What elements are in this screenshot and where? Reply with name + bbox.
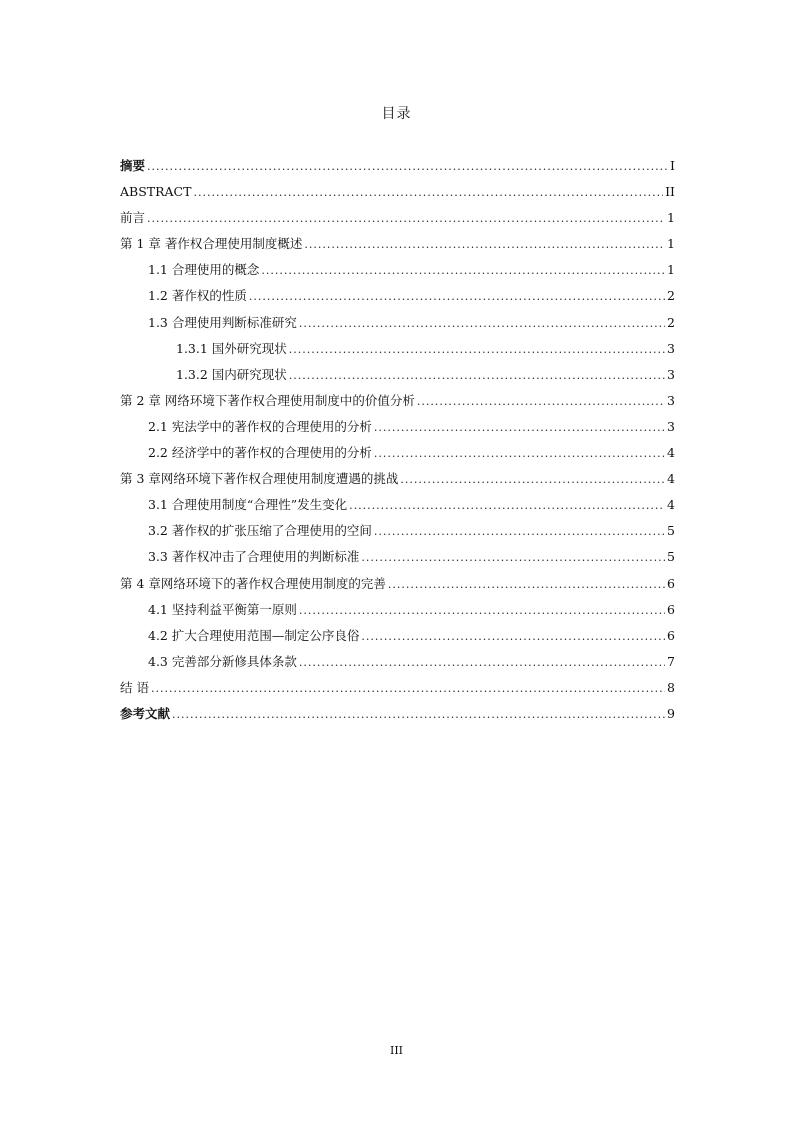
toc-entry-page: II xyxy=(665,184,675,200)
toc-entry-title: 摘要 xyxy=(120,158,146,173)
toc-entry-page: 3 xyxy=(667,392,675,408)
dot-leader xyxy=(299,314,665,334)
toc-entry-page: 3 xyxy=(667,418,675,434)
dot-leader xyxy=(193,183,663,203)
footer-page-number: III xyxy=(389,1044,404,1057)
dot-leader xyxy=(147,209,665,229)
toc-entry-page: 3 xyxy=(667,340,675,356)
toc-entry-page: 9 xyxy=(667,705,675,721)
toc-entry-title: 1.3.1 国外研究现状 xyxy=(176,340,287,356)
toc-entry-title: 1.2 著作权的性质 xyxy=(148,288,247,304)
toc-entry-title: 4.1 坚持利益平衡第一原则 xyxy=(148,601,297,617)
toc-entry-title: 第 2 章 网络环境下著作权合理使用制度中的价值分析 xyxy=(120,392,415,408)
toc-title: 目录 xyxy=(381,106,412,122)
toc-entry-title: 第 4 章网络环境下的著作权合理使用制度的完善 xyxy=(120,575,386,591)
toc-entry[interactable] xyxy=(120,260,675,286)
dot-leader xyxy=(249,287,665,307)
toc-entry[interactable] xyxy=(120,365,675,391)
toc-entry[interactable] xyxy=(120,495,675,521)
table-of-contents xyxy=(120,156,675,730)
dot-leader xyxy=(172,705,665,725)
dot-leader xyxy=(400,470,665,490)
toc-entry[interactable] xyxy=(120,313,675,339)
toc-entry[interactable] xyxy=(120,600,675,626)
toc-entry[interactable] xyxy=(120,574,675,600)
toc-entry[interactable] xyxy=(120,521,675,547)
toc-entry-page: 2 xyxy=(667,314,675,330)
toc-entry-page: 1 xyxy=(667,210,675,226)
toc-entry-title: 1.3.2 国内研究现状 xyxy=(176,366,287,382)
toc-entry-title: 1.3 合理使用判断标准研究 xyxy=(148,314,297,330)
dot-leader xyxy=(374,444,665,464)
dot-leader xyxy=(417,392,665,412)
toc-entry[interactable] xyxy=(120,626,675,652)
dot-leader xyxy=(261,261,665,281)
toc-entry-page: 4 xyxy=(667,471,675,487)
toc-entry-page: 8 xyxy=(667,679,675,695)
toc-entry-title: 3.3 著作权冲击了合理使用的判断标准 xyxy=(148,549,360,565)
toc-entry-page: 3 xyxy=(667,366,675,382)
toc-entry[interactable] xyxy=(120,547,675,573)
dot-leader xyxy=(388,575,665,595)
dot-leader xyxy=(299,601,665,621)
toc-entry-title: 2.1 宪法学中的著作权的合理使用的分析 xyxy=(148,418,372,434)
dot-leader xyxy=(289,340,665,360)
dot-leader xyxy=(147,157,668,177)
toc-entry[interactable] xyxy=(120,234,675,260)
toc-entry-title: 前言 xyxy=(120,210,146,226)
dot-leader xyxy=(361,627,665,647)
toc-entry-title: 4.3 完善部分新修具体条款 xyxy=(148,653,297,669)
toc-entry-page: 1 xyxy=(667,262,675,278)
toc-entry-page: 4 xyxy=(667,445,675,461)
dot-leader xyxy=(374,522,665,542)
toc-entry-page: 4 xyxy=(667,497,675,513)
toc-entry[interactable] xyxy=(120,704,675,730)
toc-entry-title: 2.2 经济学中的著作权的合理使用的分析 xyxy=(148,445,372,461)
toc-entry-title: ABSTRACT xyxy=(120,184,192,200)
toc-entry-page: 6 xyxy=(667,575,675,591)
dot-leader xyxy=(374,418,665,438)
toc-entry[interactable] xyxy=(120,391,675,417)
toc-entry-title: 结 语 xyxy=(120,679,149,695)
toc-entry[interactable] xyxy=(120,469,675,495)
toc-entry-title: 第 1 章 著作权合理使用制度概述 xyxy=(120,236,303,252)
toc-entry-page: 5 xyxy=(667,523,675,539)
toc-entry-title: 参考文献 xyxy=(120,705,171,721)
toc-entry-page: I xyxy=(670,158,675,173)
toc-entry[interactable] xyxy=(120,208,675,234)
toc-entry-page: 7 xyxy=(667,653,675,669)
toc-entry-title: 3.2 著作权的扩张压缩了合理使用的空间 xyxy=(148,523,372,539)
toc-entry[interactable] xyxy=(120,286,675,312)
toc-entry[interactable] xyxy=(120,417,675,443)
dot-leader xyxy=(289,366,665,386)
toc-entry-page: 2 xyxy=(667,288,675,304)
toc-entry-page: 1 xyxy=(667,236,675,252)
toc-entry-page: 6 xyxy=(667,601,675,617)
toc-entry-title: 1.1 合理使用的概念 xyxy=(148,262,260,278)
toc-entry-page: 6 xyxy=(667,627,675,643)
dot-leader xyxy=(151,679,665,699)
toc-entry-title: 第 3 章网络环境下著作权合理使用制度遭遇的挑战 xyxy=(120,471,399,487)
dot-leader xyxy=(304,235,665,255)
toc-entry-title: 3.1 合理使用制度“合理性”发生变化 xyxy=(148,497,348,513)
toc-entry[interactable] xyxy=(120,652,675,678)
toc-entry-title: 4.2 扩大合理使用范围—制定公序良俗 xyxy=(148,627,360,643)
dot-leader xyxy=(349,496,665,516)
toc-entry[interactable] xyxy=(120,443,675,469)
dot-leader xyxy=(299,653,665,673)
toc-entry[interactable] xyxy=(120,678,675,704)
toc-entry[interactable] xyxy=(120,156,675,182)
toc-entry[interactable] xyxy=(120,339,675,365)
dot-leader xyxy=(361,548,665,568)
toc-entry-page: 5 xyxy=(667,549,675,565)
toc-entry[interactable] xyxy=(120,182,675,208)
